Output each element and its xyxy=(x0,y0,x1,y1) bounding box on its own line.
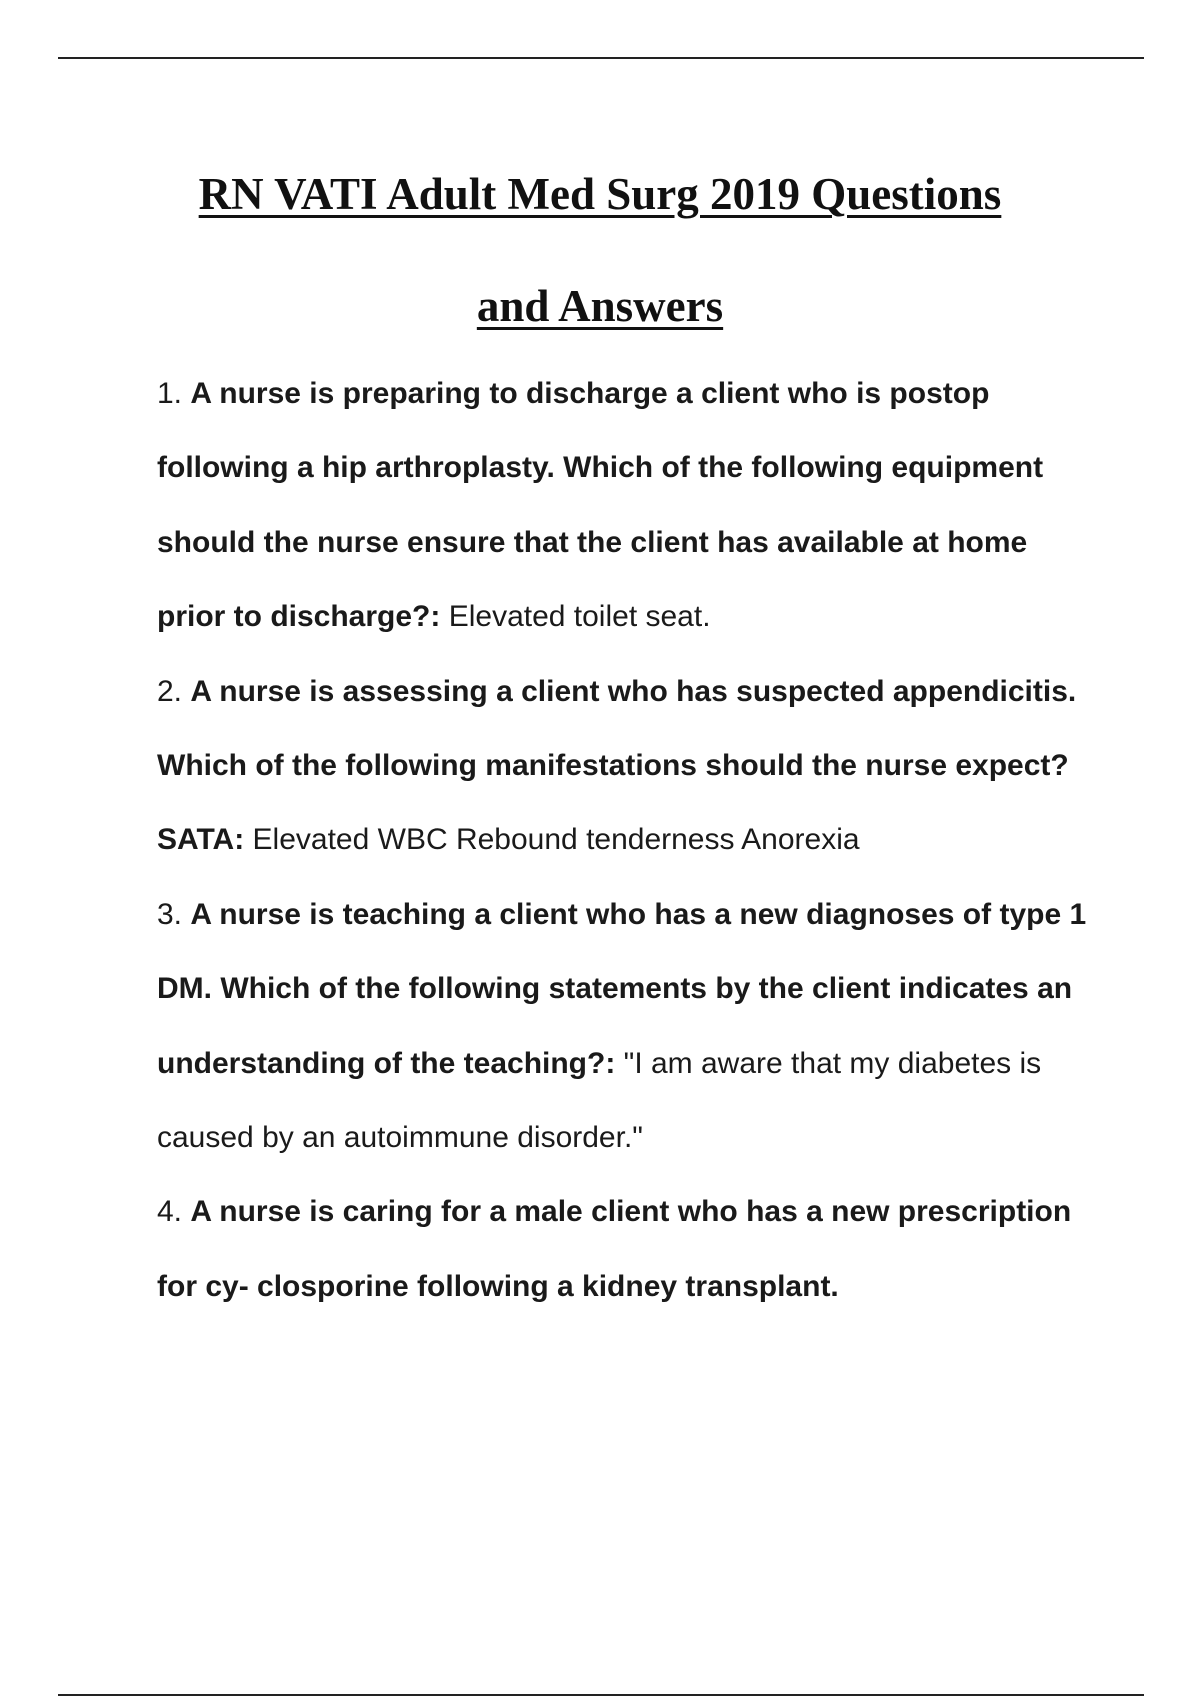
document-title xyxy=(0,138,1200,362)
title-line-2: and Answers xyxy=(476,281,724,331)
question-text: A nurse is assessing a client who has suspected appendicitis. Which of the following manifestations should the nurse expect? SATA: xyxy=(157,674,1077,857)
question-item-3 xyxy=(157,878,1097,1176)
question-number: 4. xyxy=(157,1195,183,1229)
question-list xyxy=(157,357,1097,1324)
bottom-rule xyxy=(58,1694,1144,1696)
answer-text: Elevated WBC Rebound tenderness Anorexia xyxy=(252,823,860,857)
question-number: 3. xyxy=(157,897,183,931)
title-line-1: RN VATI Adult Med Surg 2019 Questions xyxy=(198,169,1002,219)
question-text: A nurse is caring for a male client who has a new prescription for cy- closporine following a kidney transplant. xyxy=(157,1195,1072,1303)
question-item-1 xyxy=(157,357,1097,655)
question-item-2 xyxy=(157,655,1097,878)
question-item-4 xyxy=(157,1175,1097,1324)
question-text: A nurse is preparing to discharge a client who is postop following a hip arthroplasty. Which of the following equipment should the nurse ensure that the client has available at home prior to discharge?: xyxy=(157,377,1044,634)
answer-text: "I am aware that my diabetes is caused by an autoimmune disorder." xyxy=(157,1046,1042,1155)
top-rule xyxy=(58,57,1144,59)
question-text: A nurse is teaching a client who has a new diagnoses of type 1 DM. Which of the following statements by the client indicates an understanding of the teaching?: xyxy=(157,897,1087,1080)
question-number: 1. xyxy=(157,377,183,410)
question-number: 2. xyxy=(157,674,183,708)
answer-text: Elevated toilet seat. xyxy=(448,600,711,634)
